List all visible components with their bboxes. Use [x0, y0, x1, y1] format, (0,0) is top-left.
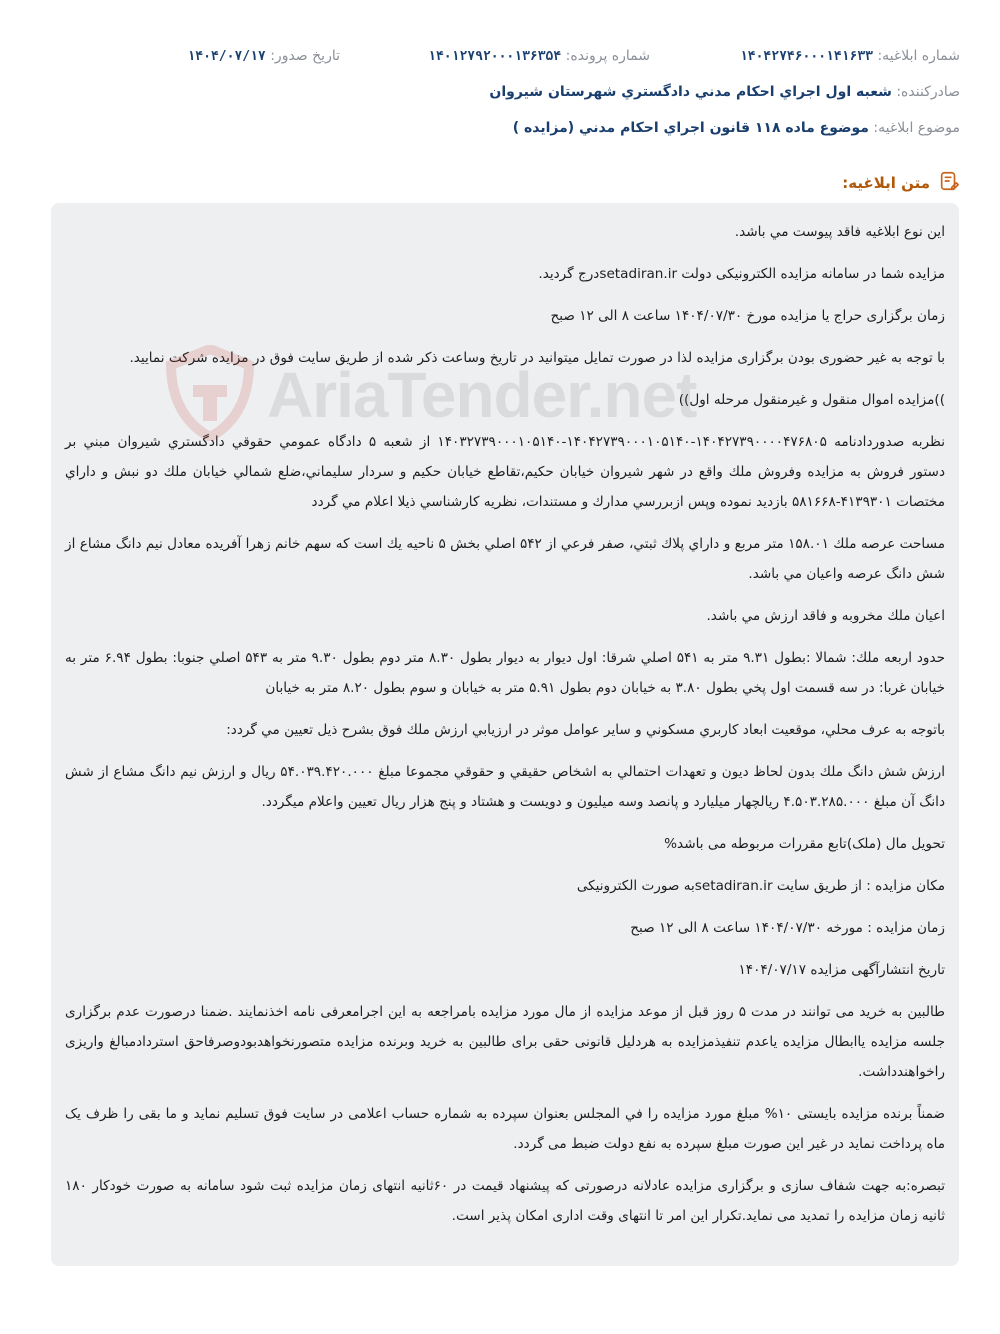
body-paragraph: اين نوع ابلاغيه فاقد پيوست مي باشد.: [734, 224, 945, 240]
body-paragraph: زمان برگزاری حراج یا مزایده مورخ ۱۴۰۴/۰۷/۳۰ ساعت ۸ الی ۱۲ صبح: [550, 308, 945, 324]
body-paragraph: ))مزايده اموال منقول و غيرمنقول مرحله اول)): [678, 392, 945, 408]
body-paragraph: اعيان ملك مخروبه و فاقد ارزش مي باشد.: [706, 608, 945, 624]
subject-label: موضوع ابلاغيه:: [873, 120, 960, 136]
case-number-value: ۱۴۰۱۲۷۹۲۰۰۰۱۳۶۳۵۴: [428, 49, 562, 64]
body-paragraph: تحویل مال (ملک)تابع مقررات مربوطه می باشد%: [664, 836, 945, 852]
body-paragraph: مکان مزایده : از طریق سایت setadiran.irبه صورت الکترونیکی: [576, 878, 945, 894]
body-paragraph: حدود اربعه ملك: شمالا :بطول ۹.۳۱ متر به ۵۴۱ اصلي شرقا: اول ديوار به ديوار بطول ۸.۳۰ متر دوم بطول ۹.۳۰ متر به ۵۴۳ اصلي جنوبا: بطول ۶.۹۴ متر به خيابان غربا: در سه قسمت اول پخي بطول ۳.۸۰ به خيابان دوم بطول ۵.۹۱ متر به خيابان و سوم بطول ۸.۲۰ متر به خيابان: [65, 650, 945, 696]
issuer-value: شعبه اول اجراي احکام مدني دادگستري شهرستان شيروان: [489, 84, 892, 100]
subject: [513, 120, 960, 136]
notice-text-heading: [842, 170, 960, 196]
issuer: [489, 84, 960, 100]
issue-date: [187, 48, 340, 64]
document-edit-icon: [938, 170, 960, 196]
notice-number-value: ۱۴۰۴۲۷۴۶۰۰۰۱۴۱۶۳۳: [739, 49, 873, 64]
issue-date-value: ۱۴۰۴/۰۷/۱۷: [187, 49, 266, 64]
case-number: [428, 48, 650, 64]
body-paragraph: تبصره:به جهت شفاف سازی و برگزاری مزایده عادلانه درصورتی که پیشنهاد قیمت در ۶۰ثانیه انتهای زمان مزایده ثبت شود سامانه به صورت خودکار ۱۸۰ ثانیه زمان مزایده را تمدید می نماید.تکرار این امر تا انتهای وقت اداری امکان پذیر است.: [65, 1178, 945, 1224]
body-paragraph: ارزش شش دانگ ملك بدون لحاظ ديون و تعهدات احتمالي به اشخاص حقيقي و حقوقي مجموعا مبلغ ۵۴.۰۳۹.۴۲۰.۰۰۰ ريال و ارزش نيم دانگ مشاع از شش دانگ آن مبلغ ۴.۵۰۳.۲۸۵.۰۰۰ ريالچهار ميليارد و پانصد وسه ميليون و دويست و هشتاد و پنج هزار ريال تعيين واعلام ميگردد.: [65, 764, 945, 810]
body-paragraph: تاریخ انتشارآگهی مزایده ۱۴۰۴/۰۷/۱۷: [738, 962, 945, 978]
issue-date-label: تاريخ صدور:: [270, 48, 340, 64]
case-number-label: شماره پرونده:: [565, 48, 650, 64]
body-paragraph: زمان مزایده : مورخه ۱۴۰۴/۰۷/۳۰ ساعت ۸ الی ۱۲ صبح: [630, 920, 945, 936]
body-paragraph: مزایده شما در سامانه مزایده الکترونیکی دولت setadiran.irدرج گردید.: [538, 266, 945, 282]
header-row-subject: [40, 120, 960, 144]
notice-number-label: شماره ابلاغيه:: [877, 48, 960, 64]
notice-number: [740, 48, 960, 64]
body-paragraph: نظربه صدوردادنامه ۱۴۰۴۲۷۳۹۰۰۰۰۴۷۶۸۰۵-۱۴۰۴۲۷۳۹۰۰۰۱۰۵۱۴۰-۱۴۰۳۲۷۳۹۰۰۰۱۰۵۱۴۰ از شعبه ۵ دادگاه عمومي حقوقي دادگستري شيروان مبني بر دستور فروش به مزايده وفروش ملك واقع در شهر شيروان خيابان حكيم،تقاطع خيابان حكيم و سردار سليماني،ضلع شمالي خيابان ملك دو نبش و داراي مختصات ۴۱۳۹۳۰۱-۵۸۱۶۶۸ بازديد نموده وپس ازبررسي مدارك و مستندات، نظريه كارشناسي ذيلا اعلام مي گردد: [65, 434, 945, 510]
issuer-label: صادرکننده:: [896, 84, 960, 100]
header-row-issuer: [40, 84, 960, 108]
body-paragraph: ضمناً برنده مزایده بایستی ۱۰% مبلغ مورد مزایده را في المجلس بعنوان سپرده به شماره حساب اعلامی در سایت فوق تسلیم نماید و ما بقی را ظرف یک ماه پرداخت نماید در غیر این صورت مبلغ سپرده به نفع دولت ضبط می گردد.: [65, 1106, 945, 1152]
body-paragraph: طالبین به خرید می توانند در مدت ۵ روز قبل از موعد مزایده از مال مورد مزایده بامراجعه به این اجرامعرفی نامه اخذنمایند .ضمنا درصورت عدم برگزاری جلسه مزایده یاابطال مزایده یاعدم تنفیذمزایده به هردلیل قانونی حقی برای طالبین به خرید وبرنده مزایده متصورنخواهدبودوصرفاحق استردادمبالغ واریزی راخواهندداشت.: [65, 1004, 945, 1080]
header-row-numbers: [40, 48, 960, 72]
body-paragraph: مساحت عرصه ملك ۱۵۸.۰۱ متر مربع و داراي پلاك ثبتي، صفر فرعي از ۵۴۲ اصلي بخش ۵ ناحيه يك است كه سهم خانم زهرا آفريده معادل نيم دانگ مشاع از شش دانگ عرصه واعيان مي باشد.: [65, 536, 945, 582]
subject-value: موضوع ماده ۱۱۸ قانون اجراي احکام مدني (مزايده ): [512, 120, 869, 136]
body-paragraph: با توجه به غیر حضوری بودن برگزاری مزایده لذا در صورت تمایل میتوانید در تاریخ وساعت ذکر شده از طریق سایت فوق در مزایده شرکت نمایید.: [129, 350, 945, 366]
body-paragraph: باتوجه به عرف محلي، موقعيت ابعاد كاربري مسكوني و ساير عوامل موثر در ارزيابي ارزش ملك فوق بشرح ذيل تعيين مي گردد:: [226, 722, 945, 738]
notice-text-title: متن ابلاغيه:: [842, 174, 930, 192]
notice-body: [51, 203, 959, 1266]
